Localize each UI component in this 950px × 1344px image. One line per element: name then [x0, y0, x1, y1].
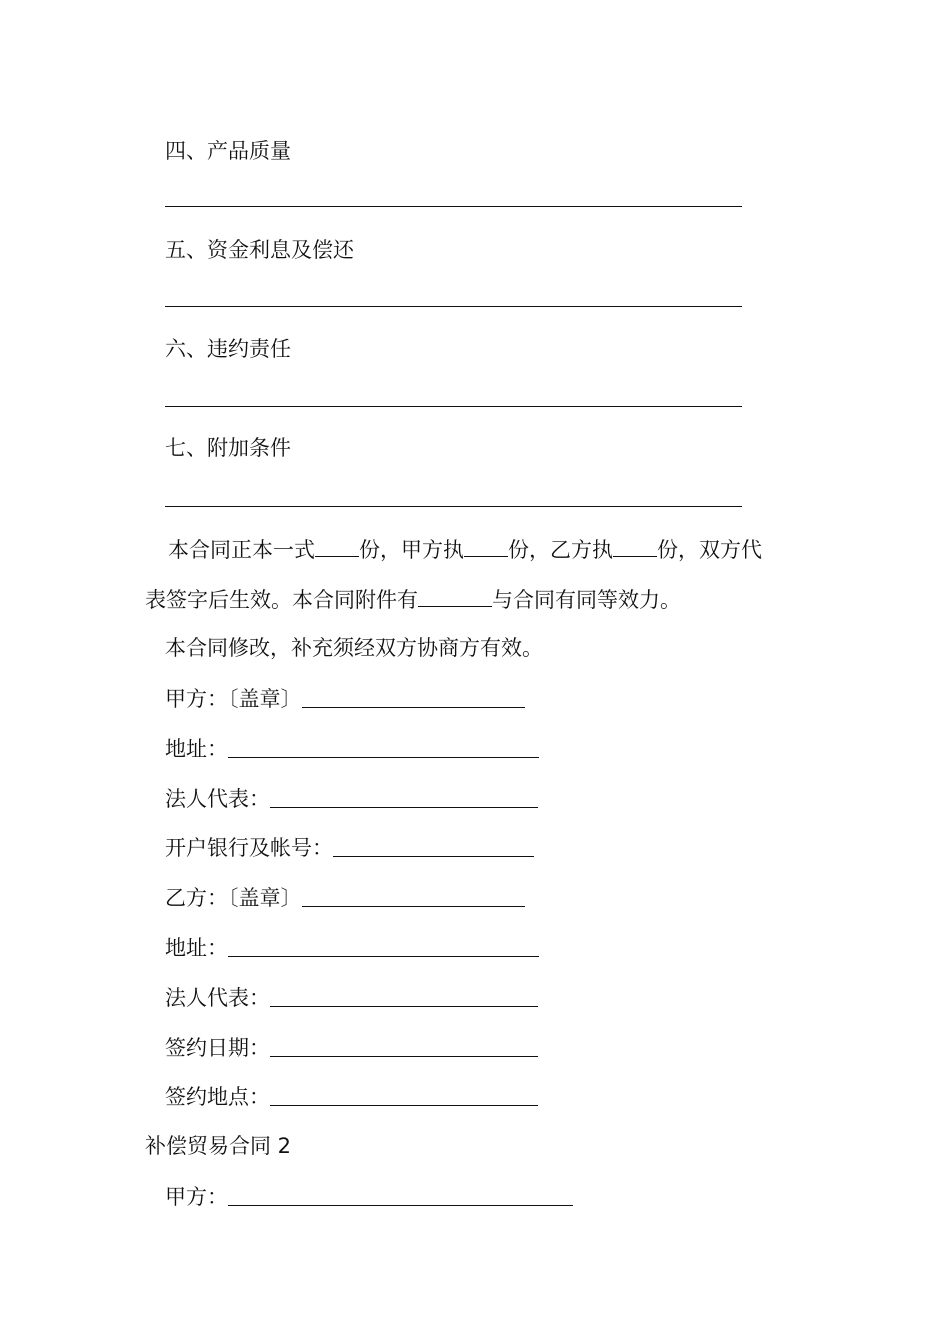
party-a-bank-row — [165, 832, 534, 863]
fill-in-line — [165, 206, 742, 207]
party-b-seal-field[interactable] — [302, 884, 525, 907]
party-b-copies-blank[interactable] — [613, 534, 657, 557]
sign-date-field[interactable] — [270, 1034, 538, 1057]
copies-text-part2: 份，甲方执 — [359, 538, 464, 562]
sign-place-field[interactable] — [270, 1083, 538, 1106]
sign-date-row — [165, 1032, 538, 1063]
party-a-bank-field[interactable] — [333, 834, 534, 857]
party-a-address-label: 地址： — [165, 737, 228, 761]
modification-note: 本合同修改，补充须经双方协商方有效。 — [165, 636, 543, 660]
party-b-legal-rep-label: 法人代表： — [165, 986, 270, 1010]
party-b-seal-row — [165, 882, 525, 913]
copies-text-part4: 份，双方代 — [657, 538, 762, 562]
copies-text-part3: 份，乙方执 — [508, 538, 613, 562]
party-a-bank-label: 开户银行及帐号： — [165, 836, 333, 860]
party-a-legal-rep-label: 法人代表： — [165, 787, 270, 811]
copies-paragraph-line1 — [168, 534, 762, 565]
section-heading-additional-terms: 七、附加条件 — [165, 436, 291, 460]
attachments-blank[interactable] — [418, 584, 492, 607]
copies-total-blank[interactable] — [315, 534, 359, 557]
fill-in-line — [165, 506, 742, 507]
copies-text-part5: 表签字后生效。本合同附件有 — [145, 588, 418, 612]
party-b-seal-label: 乙方：〔盖章〕 — [165, 886, 302, 910]
party-b-address-field[interactable] — [228, 934, 539, 957]
fill-in-line — [165, 406, 742, 407]
sign-date-label: 签约日期： — [165, 1036, 270, 1060]
party-a-address-row — [165, 733, 539, 764]
section-heading-product-quality: 四、产品质量 — [165, 139, 291, 163]
sign-place-row — [165, 1081, 538, 1112]
party-a-copies-blank[interactable] — [464, 534, 508, 557]
contract2-title: 补偿贸易合同 2 — [145, 1134, 292, 1158]
contract2-party-a-label: 甲方： — [165, 1185, 228, 1209]
party-b-legal-rep-field[interactable] — [270, 984, 538, 1007]
fill-in-line — [165, 306, 742, 307]
party-a-legal-rep-field[interactable] — [270, 785, 538, 808]
copies-text-part1: 本合同正本一式 — [168, 538, 315, 562]
party-b-legal-rep-row — [165, 982, 538, 1013]
party-a-seal-row — [165, 683, 525, 714]
contract2-party-a-row — [165, 1181, 573, 1212]
party-b-address-row — [165, 932, 539, 963]
contract2-party-a-field[interactable] — [228, 1183, 573, 1206]
party-a-legal-rep-row — [165, 783, 538, 814]
sign-place-label: 签约地点： — [165, 1085, 270, 1109]
section-heading-funding-interest: 五、资金利息及偿还 — [165, 238, 354, 262]
copies-text-part6: 与合同有同等效力。 — [492, 588, 681, 612]
party-a-seal-label: 甲方：〔盖章〕 — [165, 687, 302, 711]
party-a-seal-field[interactable] — [302, 685, 525, 708]
party-b-address-label: 地址： — [165, 936, 228, 960]
copies-paragraph-line2 — [145, 584, 681, 615]
party-a-address-field[interactable] — [228, 735, 539, 758]
section-heading-breach-liability: 六、违约责任 — [165, 337, 291, 361]
